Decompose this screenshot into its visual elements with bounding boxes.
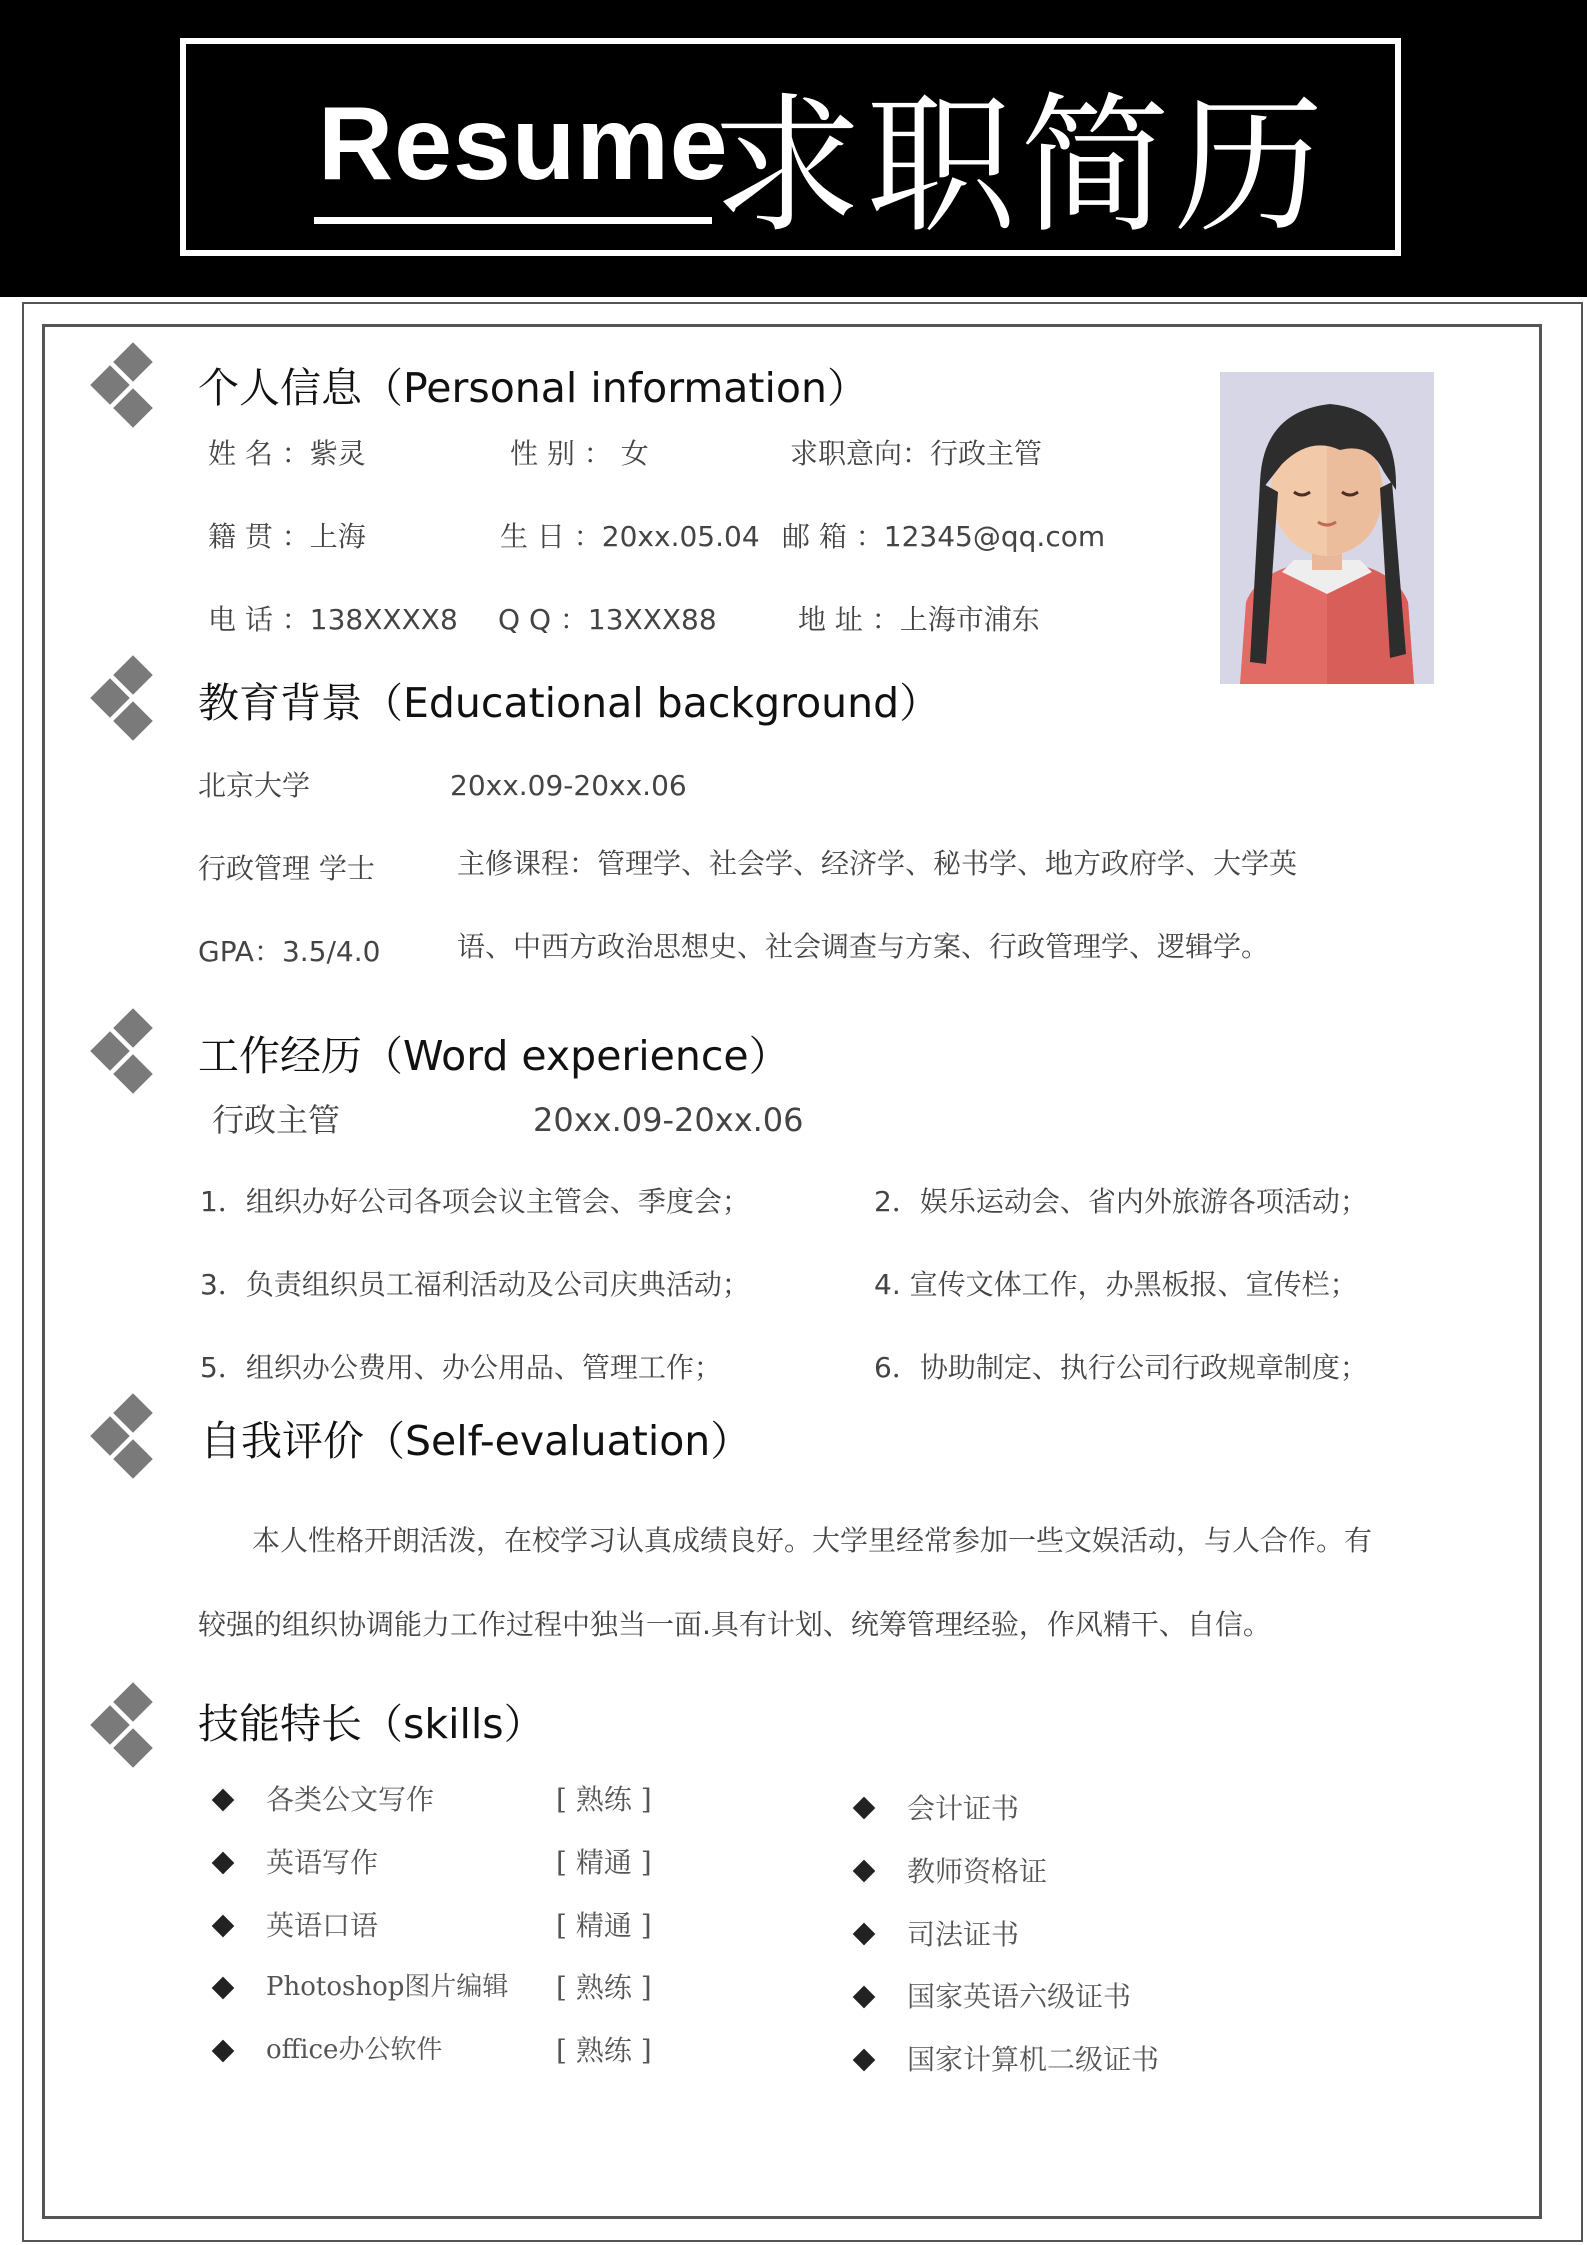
certificate-item: 国家英语六级证书 xyxy=(907,1980,1132,2013)
section-diamond-icon xyxy=(90,1397,170,1477)
self-evaluation-line-1: 本人性格开朗活泼，在校学习认真成绩良好。大学里经常参加一些文娱活动，与人合作。有 xyxy=(252,1524,1373,1557)
self-evaluation-line-2: 较强的组织协调能力工作过程中独当一面.具有计划、统筹管理经验，作风精干、自信。 xyxy=(198,1608,1271,1641)
avatar-illustration xyxy=(1220,372,1434,684)
section-diamond-icon xyxy=(90,659,170,739)
skill-name: 各类公文写作 xyxy=(266,1783,435,1816)
skill-name: 英语口语 xyxy=(266,1909,379,1942)
personal-section-title: 个人信息（Personal information） xyxy=(198,364,868,412)
work-item: 2．娱乐运动会、省内外旅游各项活动； xyxy=(874,1185,1368,1218)
skill-level: [ 精通 ] xyxy=(556,1846,652,1879)
education-period: 20xx.09-20xx.06 xyxy=(450,769,687,802)
work-period: 20xx.09-20xx.06 xyxy=(533,1101,804,1139)
title-underline xyxy=(314,217,712,224)
education-section-title: 教育背景（Educational background） xyxy=(198,679,941,727)
major-degree: 行政管理 学士 xyxy=(198,852,375,885)
skill-level: [ 熟练 ] xyxy=(556,2034,652,2067)
section-diamond-icon xyxy=(90,1686,170,1766)
skill-level: [ 熟练 ] xyxy=(556,1971,652,2004)
work-item: 5．组织办公费用、办公用品、管理工作； xyxy=(200,1351,722,1384)
hometown-field: 籍 贯 ：上海 xyxy=(208,520,366,553)
phone-field: 电 话 ：138XXXX8 xyxy=(208,603,458,636)
work-item: 1．组织办好公司各项会议主管会、季度会； xyxy=(200,1185,750,1218)
section-diamond-icon xyxy=(90,346,170,426)
title-english: Resume xyxy=(318,86,729,202)
email-field: 邮 箱 ：12345@qq.com xyxy=(782,520,1106,553)
skill-level: [ 熟练 ] xyxy=(556,1783,652,1816)
work-item: 3．负责组织员工福利活动及公司庆典活动； xyxy=(200,1268,750,1301)
skill-level: [ 精通 ] xyxy=(556,1909,652,1942)
work-section-title: 工作经历（Word experience） xyxy=(198,1032,790,1080)
skills-section-title: 技能特长（skills） xyxy=(198,1700,545,1748)
title-chinese: 求职简历 xyxy=(712,80,1329,254)
qq-field: Q Q ：13XXX88 xyxy=(498,603,717,636)
certificate-item: 教师资格证 xyxy=(907,1855,1048,1888)
profile-photo xyxy=(1220,372,1434,684)
school-name: 北京大学 xyxy=(198,769,311,802)
gpa: GPA：3.5/4.0 xyxy=(198,935,381,968)
courses-line-2: 语、中西方政治思想史、社会调查与方案、行政管理学、逻辑学。 xyxy=(457,930,1270,963)
certificate-item: 司法证书 xyxy=(907,1918,1020,1951)
skill-name: office办公软件 xyxy=(266,2035,443,2065)
section-diamond-icon xyxy=(90,1012,170,1092)
birthday-field: 生 日 ：20xx.05.04 xyxy=(500,520,760,553)
job-intent-field: 求职意向：行政主管 xyxy=(790,437,1043,470)
header-banner xyxy=(0,0,1587,297)
courses-line-1: 主修课程：管理学、社会学、经济学、秘书学、地方政府学、大学英 xyxy=(457,847,1298,880)
work-item: 6．协助制定、执行公司行政规章制度； xyxy=(874,1351,1368,1384)
skill-name: 英语写作 xyxy=(266,1846,379,1879)
name-field: 姓 名 ：紫灵 xyxy=(208,437,366,470)
certificate-item: 国家计算机二级证书 xyxy=(907,2043,1160,2076)
skill-name: Photoshop图片编辑 xyxy=(266,1972,509,2002)
self-evaluation-title: 自我评价（Self-evaluation） xyxy=(200,1417,752,1465)
work-item: 4. 宣传文体工作，办黑板报、宣传栏； xyxy=(874,1268,1358,1301)
work-position: 行政主管 xyxy=(212,1101,341,1139)
certificate-item: 会计证书 xyxy=(907,1792,1020,1825)
address-field: 地 址 ：上海市浦东 xyxy=(798,603,1040,636)
gender-field: 性 别 ： 女 xyxy=(510,437,649,470)
